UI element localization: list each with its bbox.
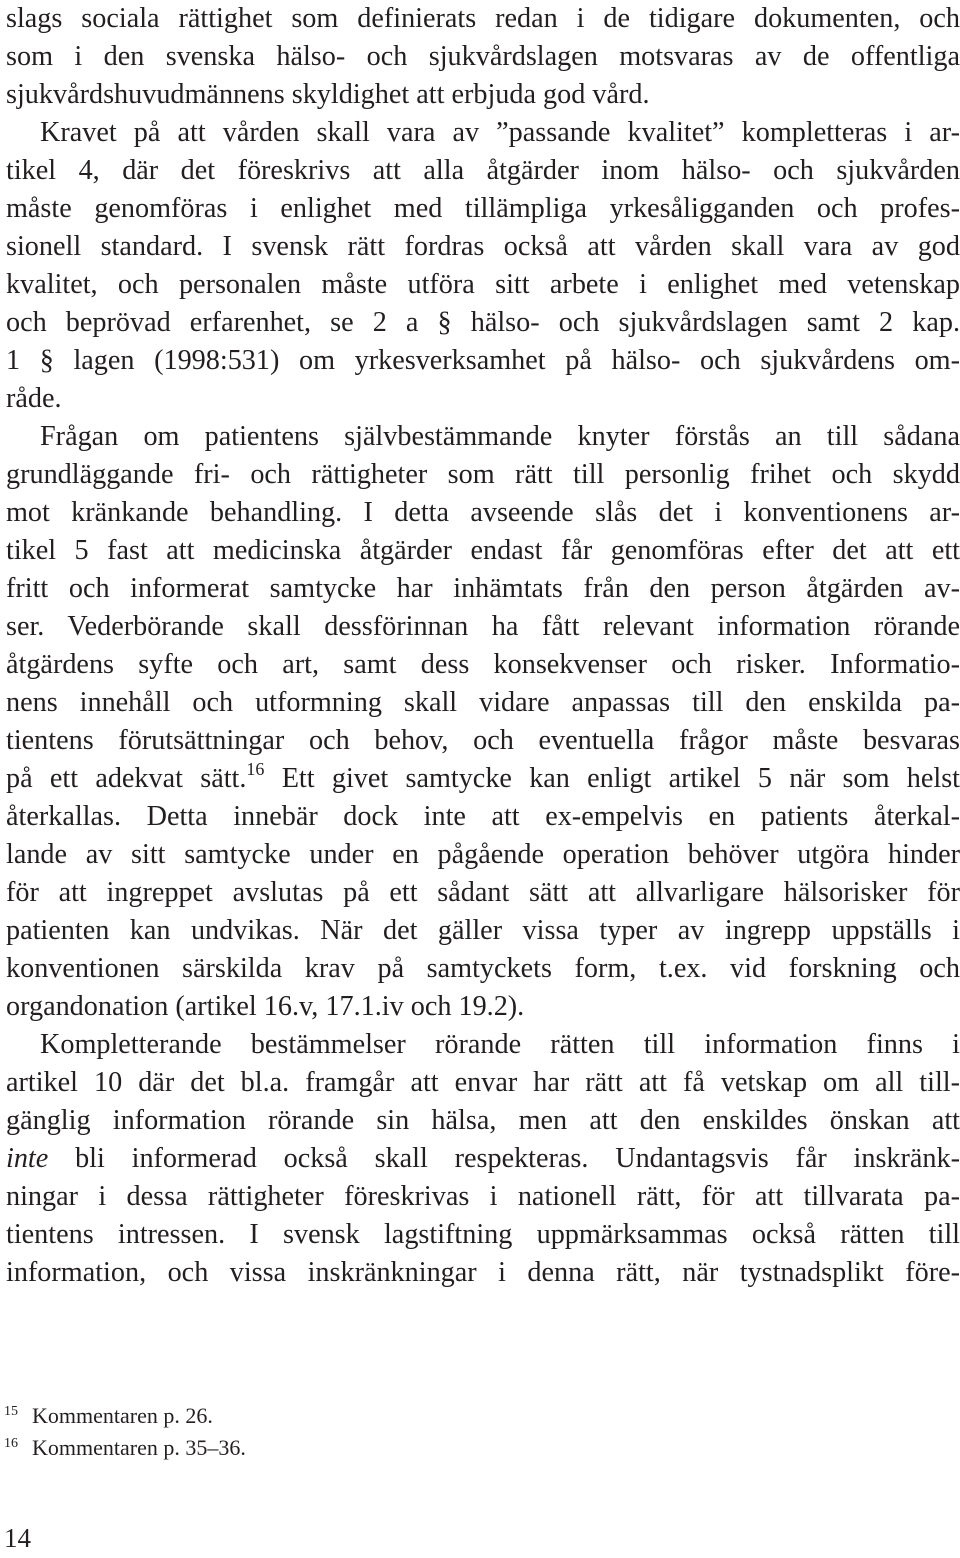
text-segment: på ett adekvat sätt.	[6, 763, 247, 794]
text-line: konventionen särskilda krav på samtyckets form, t.ex. vid forskning och	[6, 953, 960, 984]
emphasis: inte	[6, 1143, 49, 1174]
text-line: råde.	[6, 383, 62, 414]
text-line: gänglig information rörande sin hälsa, men att den enskildes önskan att	[6, 1105, 960, 1136]
text-line	[6, 760, 960, 798]
footnote-text: Kommentaren p. 35–36.	[32, 1435, 246, 1460]
text-line	[6, 1140, 960, 1178]
footnote-reference: 16	[246, 760, 265, 779]
text-line: fritt och informerat samtycke har inhämtats från den person åtgärden av-	[6, 573, 960, 604]
footnote	[4, 1397, 213, 1431]
page-number: 14	[4, 1523, 31, 1553]
text-line: för att ingreppet avslutas på ett sådant sätt att allvarligare hälsorisker för	[6, 877, 960, 908]
text-segment: Ett givet samtycke kan enligt artikel 5 när som helst	[281, 763, 960, 794]
text-line: ser. Vederbörande skall dessförinnan ha fått relevant information rörande	[6, 611, 960, 642]
text-line: 1 § lagen (1998:531) om yrkesverksamhet på hälso- och sjukvårdens om-	[6, 345, 960, 376]
text-line: patienten kan undvikas. När det gäller vissa typer av ingrepp uppställs i	[6, 915, 960, 946]
text-line: Frågan om patientens självbestämmande knyter förstås an till sådana	[40, 421, 960, 452]
text-line: återkallas. Detta innebär dock inte att ex-empelvis en patients återkal-	[6, 801, 960, 832]
footnote-number: 15	[4, 1404, 18, 1419]
text-line: som i den svenska hälso- och sjukvårdslagen motsvaras av de offentliga	[6, 41, 960, 72]
text-segment: bli informerad också skall respekteras. Undantagsvis får inskränk-	[75, 1143, 960, 1174]
text-line: kvalitet, och personalen måste utföra sitt arbete i enlighet med vetenskap	[6, 269, 960, 300]
text-line: tikel 5 fast att medicinska åtgärder endast får genomföras efter det att ett	[6, 535, 960, 566]
text-line: sionell standard. I svensk rätt fordras också att vården skall vara av god	[6, 231, 960, 262]
text-line: åtgärdens syfte och art, samt dess konsekvenser och risker. Informatio-	[6, 649, 960, 680]
text-line: information, och vissa inskränkningar i denna rätt, när tystnadsplikt före-	[6, 1257, 960, 1288]
text-line: tientens förutsättningar och behov, och eventuella frågor måste besvaras	[6, 725, 960, 756]
text-line: måste genomföras i enlighet med tillämpliga yrkesåligganden och profes-	[6, 193, 960, 224]
text-line: Kravet på att vården skall vara av ”passande kvalitet” kompletteras i ar-	[40, 117, 960, 148]
footnote-number: 16	[4, 1436, 18, 1451]
text-line: ningar i dessa rättigheter föreskrivas i nationell rätt, för att tillvarata pa-	[6, 1181, 960, 1212]
text-line: mot kränkande behandling. I detta avseende slås det i konventionens ar-	[6, 497, 960, 528]
footnote-text: Kommentaren p. 26.	[32, 1403, 213, 1428]
text-line: sjukvårdshuvudmännens skyldighet att erbjuda god vård.	[6, 79, 650, 110]
text-line: artikel 10 där det bl.a. framgår att envar har rätt att få vetskap om all till-	[6, 1067, 960, 1098]
text-line: och beprövad erfarenhet, se 2 a § hälso- och sjukvårdslagen samt 2 kap.	[6, 307, 960, 338]
footnote	[4, 1429, 246, 1463]
text-line: slags sociala rättighet som definierats redan i de tidigare dokumenten, och	[6, 3, 960, 34]
text-line: Kompletterande bestämmelser rörande rätten till information finns i	[40, 1029, 960, 1060]
text-line: organdonation (artikel 16.v, 17.1.iv och 19.2).	[6, 991, 525, 1022]
text-line: grundläggande fri- och rättigheter som rätt till personlig frihet och skydd	[6, 459, 960, 490]
text-line: lande av sitt samtycke under en pågående operation behöver utgöra hinder	[6, 839, 960, 870]
text-line: tikel 4, där det föreskrivs att alla åtgärder inom hälso- och sjukvården	[6, 155, 960, 186]
text-line: tientens intressen. I svensk lagstiftning uppmärksammas också rätten till	[6, 1219, 960, 1250]
text-line: nens innehåll och utformning skall vidare anpassas till den enskilda pa-	[6, 687, 960, 718]
